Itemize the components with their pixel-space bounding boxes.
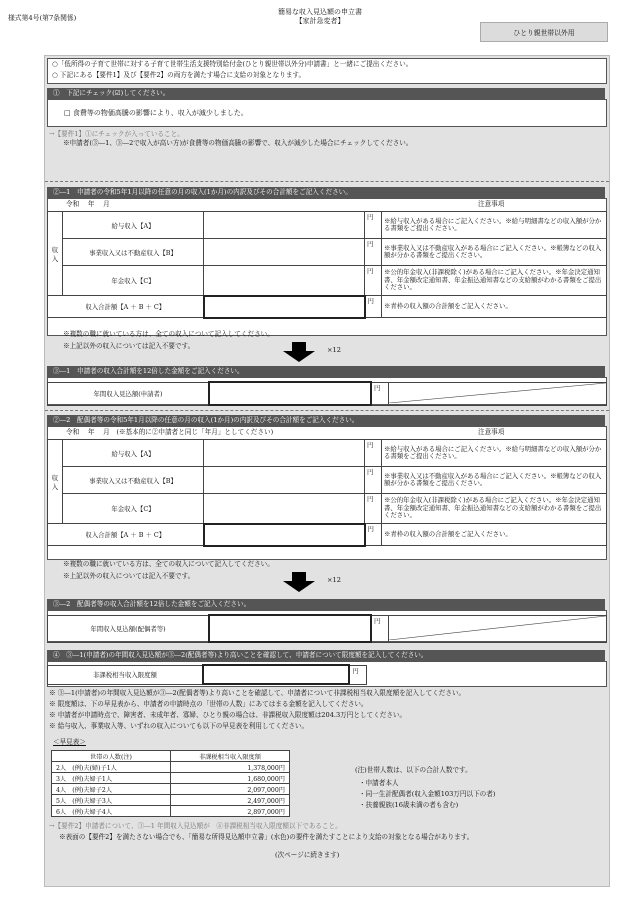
requirement1-note: ※申請者(③―1、③―2で収入が高い方)が食費等の物価高騰の影響で、収入が減少した場合にチェックしてください。 xyxy=(63,139,413,147)
business-income-note: ※事業収入又は不動産収入がある場合にご記入ください。※帳簿などの収入額が分かる書類をご提出ください。 xyxy=(382,239,607,266)
diagonal-blank xyxy=(389,382,607,405)
spouse-salary-income-input[interactable] xyxy=(204,440,365,467)
tax-exempt-limit-input[interactable] xyxy=(203,665,349,684)
unit-yen: 円 xyxy=(365,239,382,266)
lookup-amount: 2,497,000円 xyxy=(171,795,290,806)
income-total-label: 収入合計額【A ＋ B ＋ C】 xyxy=(48,296,204,318)
salary-income-note: ※給与収入がある場合にご記入ください。※給与明細書などの収入額が分かる書類をご提出ください。 xyxy=(382,440,607,467)
unit-yen: 円 xyxy=(371,615,389,642)
section3-1-box xyxy=(47,377,607,405)
intro-line1: ○「低所得の子育て世帯に対する子育て世帯生活支援特別給付金(ひとり親世帯以外分)申請書」と一緒にご提出ください。 xyxy=(52,60,413,68)
salary-income-note: ※給与収入がある場合にご記入ください。※給与明細書などの収入額が分かる書類をご提出ください。 xyxy=(382,212,607,239)
salary-income-input[interactable] xyxy=(204,212,365,239)
salary-income-label: 給与収入【A】 xyxy=(63,212,204,239)
unit-yen: 円 xyxy=(365,440,382,467)
requirement1: →【要件1】①にチェックが入っていること。 xyxy=(49,130,184,138)
lookup-people: 6人 (例)夫婦子4人 xyxy=(52,806,171,817)
section2-1-box xyxy=(47,198,607,336)
section4-table xyxy=(47,664,367,685)
section1-bar: ① 下記にチェック(☑)してください。 xyxy=(47,88,605,99)
table-row xyxy=(52,773,290,784)
table-row xyxy=(52,784,290,795)
income-total-input[interactable] xyxy=(204,296,365,318)
household-note-item: ・扶養親族(16歳未満の者も含む) xyxy=(359,801,459,809)
lookup-amount: 1,680,000円 xyxy=(171,773,290,784)
annual-income-spouse-label: 年間収入見込額(配偶者等) xyxy=(48,615,210,642)
times-twelve: ×12 xyxy=(327,346,341,354)
form-title-line1: 簡易な収入見込額の申立書 xyxy=(278,8,362,16)
annual-income-applicant-input[interactable] xyxy=(209,382,371,405)
income-total-note: ※青枠の収入額の合計額をご記入ください。 xyxy=(382,296,607,318)
lookup-people: 2人 (例)夫(婦)子1人 xyxy=(52,762,171,773)
spouse-business-income-input[interactable] xyxy=(204,467,365,494)
table-row xyxy=(52,806,290,817)
section2-1-table xyxy=(47,211,607,319)
form-sheet xyxy=(44,55,610,887)
unit-yen: 円 xyxy=(365,524,382,546)
section2-2-foot2: ※上記以外の収入については記入不要です。 xyxy=(63,572,195,580)
divider xyxy=(45,410,609,411)
section2-2-box xyxy=(47,426,607,560)
lookup-amount: 2,897,000円 xyxy=(171,806,290,817)
divider xyxy=(45,181,609,182)
section3-1-bar: ③―1 申請者の収入合計額を12倍した金額をご記入ください。 xyxy=(47,366,605,377)
requirement2-note: ※表面の【要件2】を満たさない場合でも、「簡易な所得見込額申立書」(水色)の要件を満たすことにより支給の対象となる場合があります。 xyxy=(59,833,474,841)
unit-yen: 円 xyxy=(349,665,366,684)
pension-income-label: 年金収入【C】 xyxy=(63,266,204,296)
section2-2-foot1: ※複数の職に就いている方は、全ての収入について記入してください。 xyxy=(63,560,274,568)
down-arrow-icon xyxy=(292,572,306,581)
lookup-table xyxy=(51,750,290,817)
section2-2-table xyxy=(47,439,607,547)
price-rise-checkbox[interactable]: □ 食費等の物価高騰の影響により、収入が減少しました。 xyxy=(64,109,248,117)
section2-1-foot2: ※上記以外の収入については記入不要です。 xyxy=(63,342,195,350)
spouse-income-total-input[interactable] xyxy=(204,524,365,546)
requirement2: →【要件2】申請者について、③―1 年間収入見込額が ④非課税相当収入限度額以下であること。 xyxy=(49,822,342,830)
income-side-label: 収入 xyxy=(48,212,63,296)
times-twelve: ×12 xyxy=(327,576,341,584)
pension-income-input[interactable] xyxy=(204,266,365,296)
lookup-people: 3人 (例)夫婦子1人 xyxy=(52,773,171,784)
pension-income-note: ※公的年金収入(非課税除く)がある場合にご記入ください。※年金決定通知書、年金額改定通知書、年金振込通知書などの支給額がわかる書類をご提出ください。 xyxy=(382,494,607,524)
lookup-title: ＜早見表＞ xyxy=(53,738,86,746)
section2-1-date: 令和 年 月 xyxy=(66,200,110,208)
section2-1-notes-header: 注意事項 xyxy=(478,200,505,208)
intro-box xyxy=(47,58,607,84)
income-side-label: 収入 xyxy=(48,440,63,524)
section2-1-bar: ②―1 申請者の令和5年1月以降の任意の月の収入(1か月)の内訳及びその合計額をご記入ください。 xyxy=(47,187,605,198)
section3-2-bar: ③―2 配偶者等の収入合計額を12倍した金額をご記入ください。 xyxy=(47,599,605,610)
form-number: 様式第4号(第7条関係) xyxy=(8,14,77,22)
form-title-line2: 【家計急変者】 xyxy=(295,17,345,26)
lookup-header-limit: 非課税相当収入限度額 xyxy=(171,751,290,762)
spouse-pension-income-input[interactable] xyxy=(204,494,365,524)
section4-box xyxy=(47,661,607,687)
lookup-people: 5人 (例)夫婦子3人 xyxy=(52,795,171,806)
annual-income-applicant-label: 年間収入見込額(申請者) xyxy=(48,382,210,405)
section4-note-1: ※ ③―1(申請者)の年間収入見込額が③―2(配偶者等)より高いことを確認して、申請者について非課税相当収入限度額を記入してください。 xyxy=(49,689,466,697)
table-row xyxy=(52,762,290,773)
section2-2-date: 令和 年 月 (※基本的に②申請者と同じ「年月」としてください) xyxy=(66,428,274,436)
income-total-note: ※青枠の収入額の合計額をご記入ください。 xyxy=(382,524,607,546)
lookup-people: 4人 (例)夫婦子2人 xyxy=(52,784,171,795)
lookup-amount: 2,097,000円 xyxy=(171,784,290,795)
form-title xyxy=(240,8,400,27)
down-arrow-icon xyxy=(283,581,315,592)
business-income-note: ※事業収入又は不動産収入がある場合にご記入ください。※帳簿などの収入額が分かる書類をご提出ください。 xyxy=(382,467,607,494)
household-note-title: (注)世帯人数は、以下の合計人数です。 xyxy=(355,766,472,774)
section3-2-table xyxy=(47,614,607,643)
household-note-item: ・申請者本人 xyxy=(359,779,399,787)
lookup-amount: 1,378,000円 xyxy=(171,762,290,773)
unit-yen: 円 xyxy=(365,266,382,296)
tax-exempt-limit-label: 非課税相当収入限度額 xyxy=(48,665,203,684)
business-income-label: 事業収入又は不動産収入【B】 xyxy=(63,239,204,266)
salary-income-label: 給与収入【A】 xyxy=(63,440,204,467)
pension-income-label: 年金収入【C】 xyxy=(63,494,204,524)
business-income-label: 事業収入又は不動産収入【B】 xyxy=(63,467,204,494)
down-arrow-icon xyxy=(283,351,315,362)
unit-yen: 円 xyxy=(371,382,389,405)
section2-2-notes-header: 注意事項 xyxy=(478,428,505,436)
section4-bar: ④ ③―1(申請者)の年間収入見込額が③―2(配偶者等)より高いことを確認して、申請者について限度額を記入してください。 xyxy=(47,650,605,661)
unit-yen: 円 xyxy=(365,467,382,494)
section3-2-box xyxy=(47,610,607,642)
section4-note-4: ※ 給与収入、事業収入等、いずれの収入についても以下の早見表を利用してください。 xyxy=(49,722,309,730)
section2-2-bar: ②―2 配偶者等の令和5年1月以降の任意の月の収入(1か月)の内訳及びその合計額をご記入ください。 xyxy=(47,415,605,426)
unit-yen: 円 xyxy=(365,296,382,318)
diagonal-blank xyxy=(389,615,607,642)
table-row xyxy=(52,795,290,806)
pension-income-note: ※公的年金収入(非課税除く)がある場合にご記入ください。※年金決定通知書、年金額改定通知書、年金振込通知書などの支給額がわかる書類をご提出ください。 xyxy=(382,266,607,296)
annual-income-spouse-input[interactable] xyxy=(209,615,371,642)
unit-yen: 円 xyxy=(365,494,382,524)
section3-1-table xyxy=(47,381,607,406)
household-type-badge: ひとり親世帯以外用 xyxy=(480,22,608,42)
down-arrow-icon xyxy=(292,342,306,351)
section4-note-3: ※ 申請者が申請時点で、障害者、未成年者、寡婦、ひとり親の場合は、非課税収入限度額は204.3万円としてください。 xyxy=(49,711,407,719)
lookup-header-people: 世帯の人数(注) xyxy=(52,751,171,762)
household-note-item: ・同一生計配偶者(収入金額103万円以下の者) xyxy=(359,790,496,798)
section2-1-foot1: ※複数の職に就いている方は、全ての収入について記入してください。 xyxy=(63,330,274,338)
unit-yen: 円 xyxy=(365,212,382,239)
continue-note: (次ページに続きます) xyxy=(275,851,340,859)
section4-note-2: ※ 限度額は、下の早見表から、申請者の申請時点の「世帯の人数」にあてはまる金額を記入してください。 xyxy=(49,700,368,708)
income-total-label: 収入合計額【A ＋ B ＋ C】 xyxy=(48,524,204,546)
business-income-input[interactable] xyxy=(204,239,365,266)
intro-line2: ○ 下記にある【要件1】及び【要件2】の両方を満たす場合に支給の対象となります。 xyxy=(52,71,306,79)
section1-box xyxy=(47,99,607,127)
